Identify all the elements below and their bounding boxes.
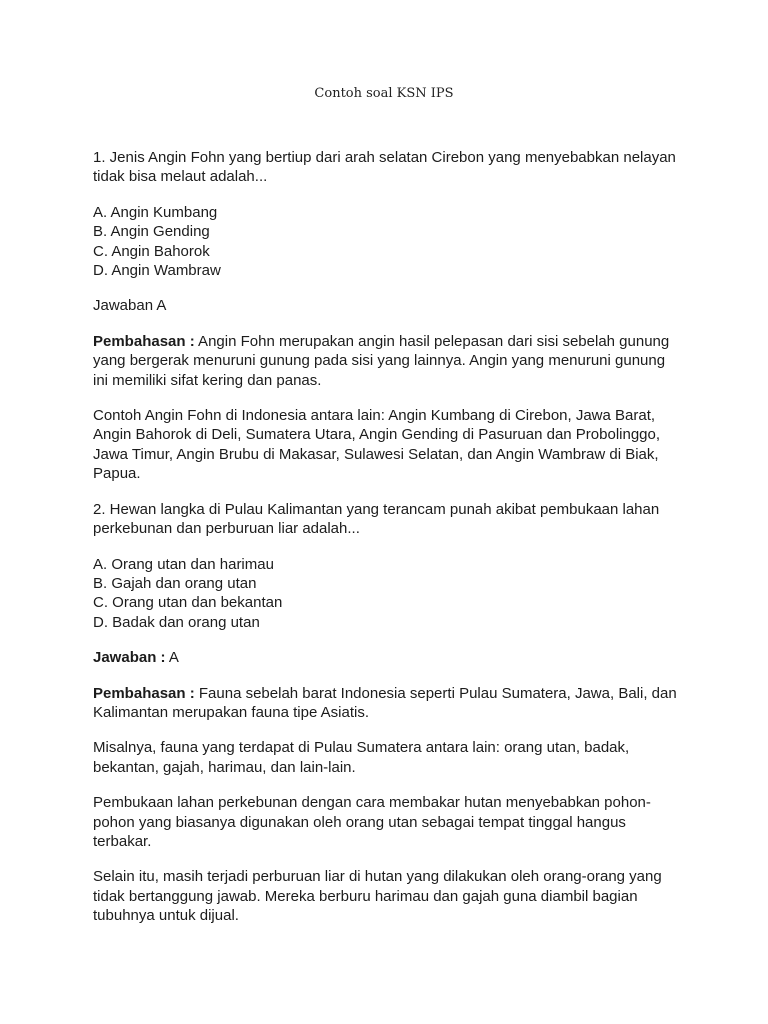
answer-value: A <box>165 649 179 667</box>
option-a: A. Orang utan dan harimau <box>93 555 274 573</box>
explanation-label: Pembahasan : <box>93 684 195 702</box>
option-c: C. Orang utan dan bekantan <box>93 594 283 612</box>
option-d: D. Angin Wambraw <box>93 262 221 280</box>
paragraph: Selain itu, masih terjadi perburuan liar di hutan yang dilakukan oleh orang-orang yang tidak bertanggung jawab. Mereka berburu harimau dan gajah guna diambil bagian tubuhnya untuk dijual. <box>93 868 662 925</box>
question-1: 1. Jenis Angin Fohn yang bertiup dari arah selatan Cirebon yang menyebabkan nelayan tidak bisa melaut adalah... <box>93 149 676 186</box>
explanation-2 <box>93 684 683 723</box>
option-c: C. Angin Bahorok <box>93 242 210 260</box>
explanation-1 <box>93 332 683 390</box>
example-paragraph: Contoh Angin Fohn di Indonesia antara lain: Angin Kumbang di Cirebon, Jawa Barat, Angin Bahorok di Deli, Sumatera Utara, Angin Gending di Pasuruan dan Probolinggo, Jawa Timur, Angin Brubu di Makasar, Sulawesi Selatan, dan Angin Wambraw di Biak, Papua. <box>93 407 661 483</box>
question-2: 2. Hewan langka di Pulau Kalimantan yang terancam punah akibat pembukaan lahan perkebunan dan perburuan liar adalah... <box>93 500 660 538</box>
answer-label: Jawaban : <box>93 649 166 667</box>
paragraph: Pembukaan lahan perkebunan dengan cara membakar hutan menyebabkan pohon-pohon yang biasanya digunakan oleh orang utan sebagai tempat tinggal hangus terbakar. <box>93 794 651 850</box>
option-b: B. Gajah dan orang utan <box>93 574 257 592</box>
option-d: D. Badak dan orang utan <box>93 613 260 631</box>
explanation-text: Angin Fohn merupakan angin hasil pelepasan dari sisi sebelah gunung yang bergerak menuruni gunung pada sisi yang lainnya. Angin yang menuruni gunung ini memiliki sifat kering dan panas. <box>93 332 670 389</box>
answer-2 <box>93 648 683 667</box>
option-b: B. Angin Gending <box>93 223 210 241</box>
page-title: Contoh soal KSN IPS <box>314 86 454 101</box>
explanation-text: Fauna sebelah barat Indonesia seperti Pulau Sumatera, Jawa, Bali, dan Kalimantan merupakan fauna tipe Asiatis. <box>93 684 677 721</box>
question-1-options <box>93 203 683 281</box>
paragraph: Misalnya, fauna yang terdapat di Pulau Sumatera antara lain: orang utan, badak, bekantan, gajah, harimau, dan lain-lain. <box>93 739 630 776</box>
answer-1: Jawaban A <box>93 297 167 315</box>
explanation-label: Pembahasan : <box>93 332 195 350</box>
question-2-options <box>93 555 683 633</box>
document-body <box>93 148 683 942</box>
option-a: A. Angin Kumbang <box>93 203 218 221</box>
